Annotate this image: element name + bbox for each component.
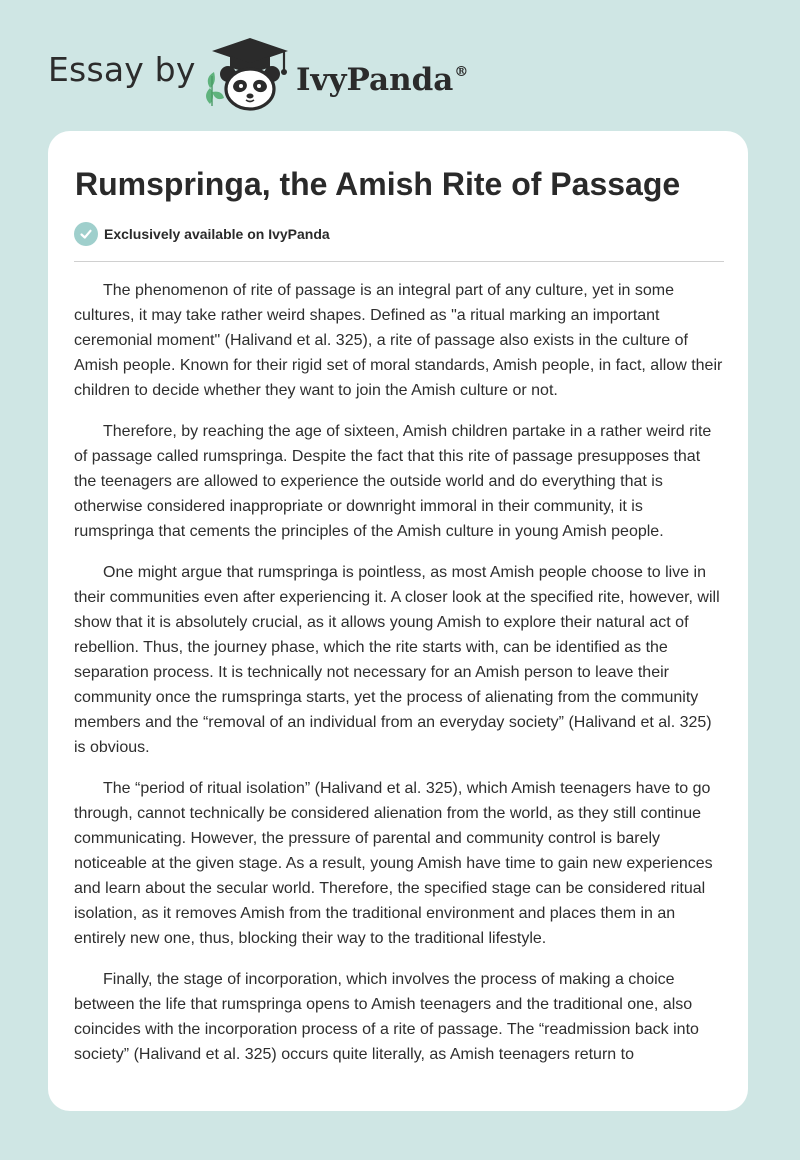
registered-mark: ®	[454, 64, 469, 80]
panda-graduate-icon	[200, 36, 296, 112]
site-header	[0, 0, 800, 128]
divider	[74, 261, 724, 262]
exclusive-badge	[74, 222, 330, 246]
paragraph: The “period of ritual isolation” (Halivand et al. 325), which Amish teenagers have to go through, cannot technically be considered alienation from the world, as they still continue communicating. However, the pressure of parental and community control is barely noticeable at the given stage. As a result, young Amish have time to gain new experiences and learn about the secular world. Therefore, the specified stage can be considered ritual isolation, as it removes Amish from the traditional environment and places them in an entirely new one, thus, blocking their way to the traditional lifestyle.	[74, 780, 713, 947]
exclusive-label: Exclusively available on IvyPanda	[104, 226, 330, 242]
paragraph: Finally, the stage of incorporation, which involves the process of making a choice between the life that rumspringa opens to Amish teenagers and the traditional one, also coincides with the incorporation process of a rite of passage. The “readmission back into society” (Halivand et al. 325) occurs quite literally, as Amish teenagers return to	[74, 971, 699, 1063]
paragraph: The phenomenon of rite of passage is an integral part of any culture, yet in some cultures, it may take rather weird shapes. Defined as "a ritual marking an important ceremonial moment" (Halivand et al. 325), a rite of passage also exists in the culture of Amish people. Known for their rigid set of moral standards, Amish people, in fact, allow their children to decide whether they want to join the Amish culture or not.	[74, 282, 723, 399]
check-circle-icon	[74, 222, 98, 246]
brand-name	[296, 52, 468, 100]
paragraph: Therefore, by reaching the age of sixteen, Amish children partake in a rather weird rite of passage called rumspringa. Despite the fact that this rite of passage presupposes that the teenagers are allowed to experience the outside world and do everything that is otherwise considered inappropriate or downright immoral in their community, it is rumspringa that cements the principles of the Amish culture in young Amish people.	[74, 423, 712, 540]
essay-title: Rumspringa, the Amish Rite of Passage	[75, 166, 681, 202]
ivypanda-logo-link[interactable]	[200, 36, 296, 112]
essay-body	[74, 278, 724, 1083]
essay-by-label: Essay by	[48, 50, 196, 89]
brand-text: IvyPanda	[296, 62, 454, 98]
essay-card	[48, 131, 748, 1111]
paragraph: One might argue that rumspringa is pointless, as most Amish people choose to live in their communities even after experiencing it. A closer look at the specified rite, however, will show that it is absolutely crucial, as it allows young Amish to explore their natural act of rebellion. Thus, the journey phase, which the rite starts with, can be identified as the separation process. It is technically not necessary for an Amish person to leave their community once the rumspringa starts, yet the process of alienating from the community members and the “removal of an individual from an everyday society” (Halivand et al. 325) is obvious.	[74, 564, 720, 756]
